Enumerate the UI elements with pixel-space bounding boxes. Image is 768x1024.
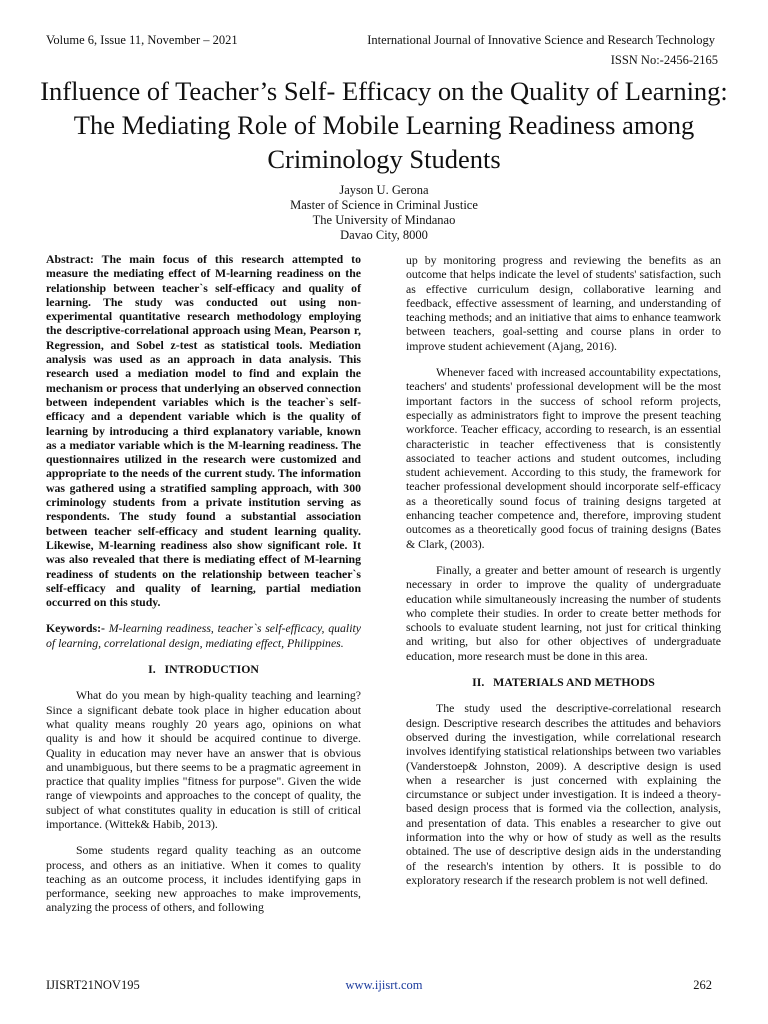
volume-issue: Volume 6, Issue 11, November – 2021 [46,33,238,47]
methods-paragraph-1: The study used the descriptive-correlational research design. Descriptive research describes the attitudes and behaviors observed during the investigation, while correlational research involves identifying statistical relationships between two variables (Vanderstoep& Johnston, 2009). A descriptive design is used when a researcher is just concerned with explaining the circumstance or subject under investigation. It is indeed a theory-based design process that is formed via the collection, analysis, and presentation of data. This enables a researcher to give out information into the why or how of study as well as the results obtained. The use of descriptive design aids in the understanding of the research's intention by others. It is possible to do exploratory research if the research problem is not well defined. [406,701,721,887]
website-link[interactable]: www.ijisrt.com [345,978,423,992]
keywords-text: M-learning readiness, teacher`s self-efficacy, quality of learning, correlational design, mediating effect, Philippines. [46,621,361,650]
right-paragraph-3: Finally, a greater and better amount of research is urgently necessary in order to improve the quality of undergraduate education while simultaneously increasing the number of students who complete their studies. In order to create better methods for schools to evaluate student learning, not just for critical thinking and writing, but also for other objectives of undergraduate education, more research must be done in this area. [406,562,721,663]
abstract: Abstract: The main focus of this research attempted to measure the mediating effect of M-learning readiness on the relationship between teacher`s self-efficacy and quality of learning. The study was conducted out using non-experimental quantitative research methodology employing the descriptive-correlational approach using Mean, Pearson r, Regression, and Sobel z-test as statistical tools. Mediation analysis was used as an approach in data analysis. This research used a mediation model to find and explain the mechanism or process that underlying an observed connection between independent variables which is the teacher`s self-efficacy and a dependent variable which is the quality of learning by introducing a third explanatory variable, known as a mediator variable which is the M-learning readiness. The questionnaires utilized in the research were customized and appropriate to the needs of the current study. The information was gathered using a stratified sampling approach, with 300 criminology students from a private institution serving as respondents. The study found a substantial association between teacher self-efficacy and student learning quality. Likewise, M-learning readiness also show significant role. It was also revealed that there is mediating effect of M-learning readiness of students on the relationship between teacher`s self-efficacy and quality of learning, partial mediation occurred on this study. [46,252,361,610]
journal-name: International Journal of Innovative Science and Research Technology [367,33,715,47]
introduction-heading: I. INTRODUCTION [148,662,259,677]
author-block [0,183,768,243]
paper-id: IJISRT21NOV195 [46,978,140,992]
issn: ISSN No:-2456-2165 [610,53,718,67]
right-paragraph-1: up by monitoring progress and reviewing the benefits as an outcome that helps indicate the level of students' satisfaction, such as effective curriculum design, collaborative learning and feedback, effective assessment of learning, and understanding of teaching methods; and an initiative that aims to enhance teamwork between teachers, goal-setting and course plans in order to improve student achievement (Ajang, 2016). [406,253,721,353]
right-column [406,253,721,899]
keywords-label: Keywords:- [46,621,105,636]
author-location: Davao City, 8000 [340,228,428,242]
keywords [46,621,361,650]
paper-title: Influence of Teacher’s Self- Efficacy on the Quality of Learning: The Mediating Role of Mobile Learning Readiness among Criminology Students [40,76,728,174]
page-number: 262 [693,978,712,992]
methods-heading: II. MATERIALS AND METHODS [472,675,655,690]
left-column [46,252,361,927]
intro-paragraph-2: Some students regard quality teaching as an outcome process, and others as an initiative. When it comes to quality teaching as an outcome process, it includes identifying gaps in performance, seeking new approaches to make improvements, analyzing the process of others, and following [46,843,361,915]
intro-paragraph-1: What do you mean by high-quality teaching and learning? Since a significant debate took place in higher education about what quality means roughly 20 years ago, opinions on what quality is and how it should be acquired continue to diverge. Quality in education may never have an answer that is obvious and unambiguous, but there seems to be a pragmatic agreement in practice that quality implies "fitness for purpose". Given the wide range of viewpoints and approaches to the concept of quality, the subject of what constitutes quality in education is still of critical importance. (Wittek& Habib, 2013). [46,688,361,831]
right-paragraph-2: Whenever faced with increased accountability expectations, teachers' and students' professional development will be the most important factors in the success of school reform projects, especially as administrators fight to improve the present teaching workforce. Teacher efficacy, according to research, is an essential characteristic in teacher effectiveness that is consistently associated to teacher actions and student outcomes, including student achievement. According to this study, the framework for teacher professional development should incorporate self-efficacy as a theoretically sound focus of training designs targeted at enhancing teacher competence and, therefore, improving student outcomes as a theoretically good focus of training designs (Bates & Clark, (2003). [406,365,721,551]
author-name: Jayson U. Gerona [339,183,429,197]
author-degree: Master of Science in Criminal Justice [290,198,478,212]
author-university: The University of Mindanao [312,213,456,227]
